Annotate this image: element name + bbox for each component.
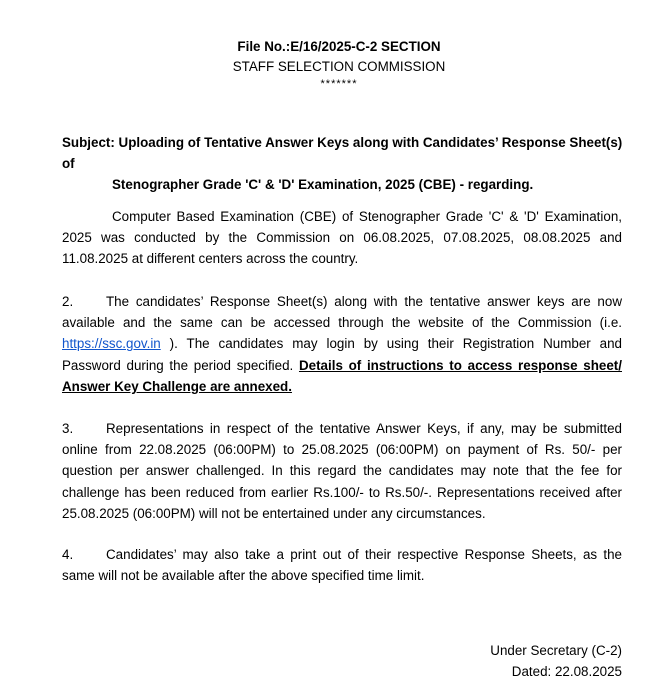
commission-name: STAFF SELECTION COMMISSION bbox=[232, 59, 446, 74]
file-number: File No.:E/16/2025-C-2 SECTION bbox=[237, 39, 441, 54]
ssc-website-link[interactable]: https://ssc.gov.in bbox=[62, 336, 161, 352]
paragraph-4 bbox=[62, 544, 622, 586]
paragraph-3 bbox=[62, 418, 622, 524]
subject-block bbox=[62, 132, 624, 195]
notice-header bbox=[0, 36, 660, 91]
paragraph-2-text-after-link: ). The candidates may login by using their Registration Number and Password during the period specified. bbox=[62, 336, 622, 373]
separator-stars: ******* bbox=[320, 78, 358, 90]
paragraph-3-text: Representations in respect of the tentative Answer Keys, if any, may be submitted online from 22.08.2025 (06:00PM) to 25.08.2025 (06:00PM) on payment of Rs. 50/- per question per answer challenged. In this regard the candidates may note that the fee for challenge has been reduced from earlier Rs.100/- to Rs.50/-. Representations received after 25.08.2025 (06:00PM) will not be entertained under any circumstances. bbox=[62, 421, 622, 521]
paragraph-1 bbox=[62, 206, 622, 270]
paragraph-4-text: Candidates’ may also take a print out of their respective Response Sheets, as the same will not be available after the above specified time limit. bbox=[62, 547, 622, 584]
paragraph-4-number: 4. bbox=[62, 547, 74, 562]
paragraph-2-number: 2. bbox=[62, 294, 74, 309]
paragraph-2 bbox=[62, 291, 622, 397]
subject-line-1: Subject: Uploading of Tentative Answer Keys along with Candidates’ Response Sheet(s) of bbox=[62, 135, 623, 171]
paragraph-3-number: 3. bbox=[62, 421, 74, 436]
paragraph-1-text: Computer Based Examination (CBE) of Stenographer Grade 'C' & 'D' Examination, 2025 was conducted by the Commission on 06.08.2025, 07.08.2025, 08.08.2025 and 11.08.2025 at different centers across the country. bbox=[62, 209, 622, 267]
paragraph-2-text-before-link: The candidates’ Response Sheet(s) along with the tentative answer keys are now available and the same can be accessed through the website of the Commission (i.e. bbox=[62, 294, 622, 331]
signatory-designation: Under Secretary (C-2) bbox=[490, 643, 622, 658]
signature-block bbox=[490, 640, 622, 682]
subject-line-2: Stenographer Grade 'C' & 'D' Examination, 2025 (CBE) - regarding. bbox=[112, 177, 534, 192]
paragraph-2-annexure-note: Details of instructions to access response sheet/ Answer Key Challenge are annexed. bbox=[62, 357, 622, 394]
date-line: Dated: 22.08.2025 bbox=[511, 664, 622, 679]
